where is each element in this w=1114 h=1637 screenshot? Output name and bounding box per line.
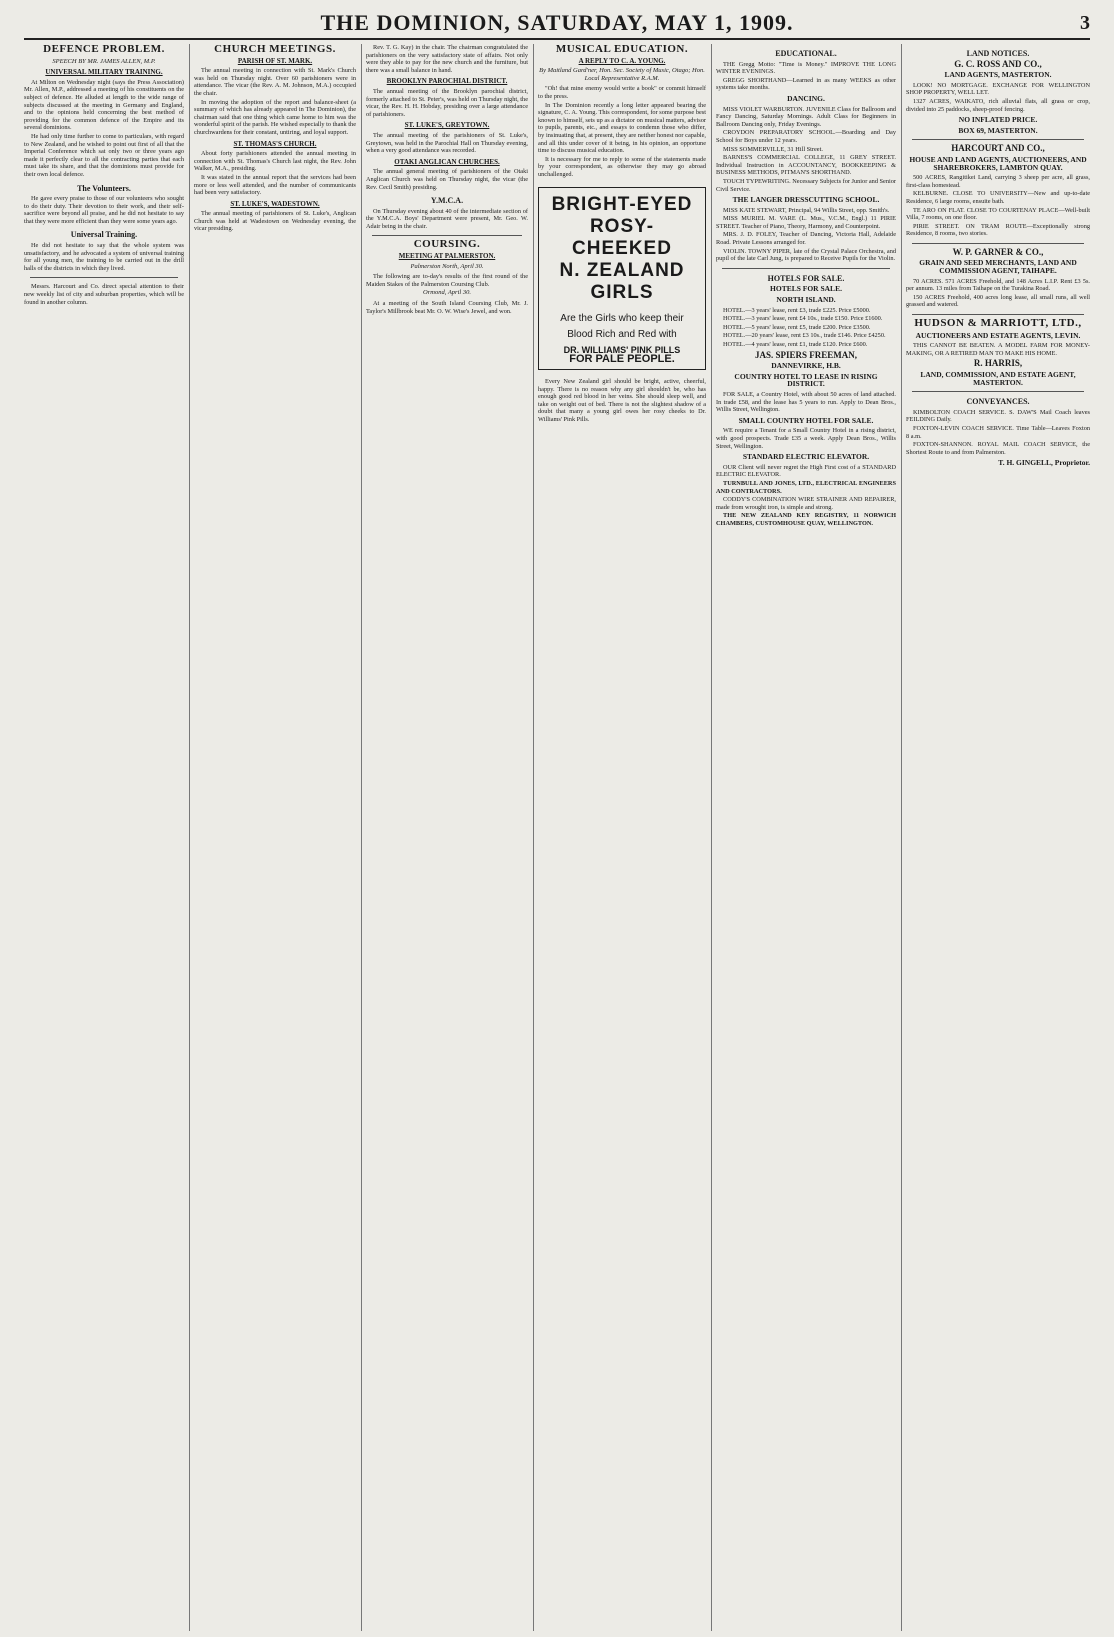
classified-entry: PIRIE STREET. ON TRAM ROUTE—Exceptionally strong Residence, 8 rooms, two stories. <box>906 222 1090 238</box>
section-heading: The Volunteers. <box>77 183 131 193</box>
section-heading: NORTH ISLAND. <box>776 295 836 305</box>
section-heading: DANCING. <box>787 93 825 103</box>
divider <box>372 235 522 236</box>
ad-product-tagline: FOR PALE PEOPLE. <box>569 352 675 365</box>
classified-entry: 1327 ACRES, WAIKATO, rich alluvial flats, all grass or crop, divided into 25 paddocks, sheep-proof fencing. <box>906 97 1090 113</box>
column-land-notices <box>906 44 1090 1631</box>
masthead-title: THE DOMINION, SATURDAY, MAY 1, 1909. <box>320 10 794 35</box>
section-heading: Universal Training. <box>70 230 138 240</box>
classified-entry: MISS MURIEL M. VARE (L. Mus., V.C.M., Engl.) 11 PIRIE STREET. Teacher of Piano, Theory, Harmony, and Counterpoint. <box>716 215 896 230</box>
proprietor-signature: T. H. GINGELL, Proprietor. <box>998 458 1090 468</box>
classified-entry: 150 ACRES Freehold, 400 acres long lease, all small runs, all well grassed and watered. <box>906 293 1090 309</box>
classified-entry: NO INFLATED PRICE. <box>958 115 1038 125</box>
column-defence <box>24 44 184 1631</box>
dateline: Ormond, April 30. <box>423 289 471 297</box>
divider <box>912 139 1084 140</box>
divider <box>912 391 1084 392</box>
paragraph: In moving the adoption of the report and balance-sheet (a summary of which has already appeared in The Dominion), the chairman said that one thing which came home to him was the wonderful spirit of the parish. He wished especially to thank the churchwardens for their constant, untiring, and loyal support. <box>194 98 356 136</box>
classified-entry: GREGG SHORTHAND—Learned in as many WEEKS as other systems take months. <box>716 76 896 92</box>
classified-entry: THE NEW ZEALAND KEY REGISTRY, 11 NORWICH CHAMBERS, CUSTOMHOUSE QUAY, WELLINGTON. <box>716 512 896 527</box>
ad-text: Are the Girls who keep their <box>560 312 684 324</box>
paragraph: He gave every praise to those of our volunteers who sought to do their duty. Their devotion to their work, and their self-sacrifice were beyond all praise, and he did not hesitate to say that they were more efficient than they were some years ago. <box>24 195 184 225</box>
article-title-music: MUSICAL EDUCATION. <box>555 44 689 55</box>
classified-entry: KELBURNE. CLOSE TO UNIVERSITY—New and up-to-date Residence, 6 large rooms, ensuite bath. <box>906 190 1090 205</box>
classified-entry: HOTEL.—4 years' lease, rent £1, trade £120. Price £600. <box>723 341 868 348</box>
classified-entry: MISS VIOLET WARBURTON. JUVENILE Class for Ballroom and Fancy Dancing, Saturday Mornings. Adult Class for Beginners in Ballroom Dancing only, Friday Evenings. <box>716 105 896 128</box>
classified-entry: 70 ACRES. 571 ACRES Freehold, and 148 Acres L.I.P. Rent £3 5s. per annum. 13 miles from Taihape on the Turakina Road. <box>906 277 1090 293</box>
section-heading: BROOKLYN PAROCHIAL DISTRICT. <box>386 77 508 86</box>
agent-name: G. C. ROSS AND CO., <box>954 58 1042 69</box>
paragraph: Every New Zealand girl should be bright, active, cheerful, happy. There is no reason why any girl shouldn't be, who has enough good red blood in her veins. She should sleep well, and take on weight out of bed. There is not the slightest shadow of a doubt that many a young girl owes her rosy cheeks to Dr. Williams' Pink Pills. <box>538 378 706 424</box>
classified-entry: VIOLIN. TOWNY PIPER, late of the Crystal Palace Orchestra, and pupil of the late Carl Jung, is prepared to Receive Pupils for the Violin. <box>716 247 896 263</box>
classified-entry: FOXTON-SHANNON. ROYAL MAIL COACH SERVICE, the Shortest Route to and from Palmerston. <box>906 441 1090 456</box>
classified-entry: CROYDON PREPARATORY SCHOOL.—Boarding and Day School for Boys under 12 years. <box>716 129 896 144</box>
column-rule <box>361 44 362 1631</box>
agent-subtitle: LAND AGENTS, MASTERTON. <box>944 70 1052 80</box>
article-title-coursing: COURSING. <box>413 238 481 251</box>
dateline: Palmerston North, April 30. <box>410 262 484 270</box>
classified-entry: MISS KATE STEWART, Principal, 94 Willis Street, opp. Smith's. <box>723 206 890 214</box>
ad-product: DR. WILLIAMS' PINK PILLS <box>563 344 681 355</box>
section-heading: EDUCATIONAL. <box>775 49 837 58</box>
paragraph: The following are to-day's results of the first round of the Maiden Stakes of the Palmerston Coursing Club. <box>366 273 528 288</box>
page-number: 3 <box>1080 12 1090 34</box>
classified-entry: MISS SOMMERVILLE, 31 Hill Street. <box>723 145 823 153</box>
column-rule <box>533 44 534 1631</box>
section-heading: HOTELS FOR SALE. <box>767 273 845 283</box>
classified-entry: HOTEL.—3 years' lease, rent £3, trade £225. Price £5000. <box>723 306 871 314</box>
classified-entry: TE ARO ON FLAT. CLOSE TO COURTENAY PLACE—Well-built Villa, 7 rooms, on one floor. <box>906 206 1090 222</box>
column-rule <box>711 44 712 1631</box>
agent-name: HUDSON & MARRIOTT, LTD., <box>914 317 1082 330</box>
paragraph: In The Dominion recently a long letter appeared bearing the signature, C. A. Young. This correspondent, for some purpose best known to himself, sets up as a dictator on musical matters, advisor to pupils, parents, etc., and essays to condemn those who differ, by insinuating that, at present, they are neither honest nor capable, and all this under cover of it being, in his opinion, an opportune time to discuss musical education. <box>538 101 706 155</box>
column-rule <box>189 44 190 1631</box>
divider <box>722 268 890 269</box>
section-heading: PARISH OF ST. MARK. <box>237 56 313 65</box>
section-heading: OTAKI ANGLICAN CHURCHES. <box>394 157 500 166</box>
classified-entry: CODDY'S COMBINATION WIRE STRAINER AND REPAIRER, made from wrought iron, is simple and strong. <box>716 496 896 511</box>
paragraph: At Milton on Wednesday night (says the Press Association) Mr. Allen, M.P., addressed a meeting of his constituents on the subject of defence. He alluded at length to the wide range of subjects discussed at the meeting in Germany and England, and to the opinions held concerning the best method of providing for the common defence of the Empire and its several dominions. <box>24 78 184 132</box>
classified-entry: THIS CANNOT BE BEATEN. A MODEL FARM FOR MONEY-MAKING, OR A RETIRED MAN TO MAKE HIS HOME. <box>906 342 1090 357</box>
classified-entry: WE require a Tenant for a Small Country Hotel in a rising district, with good prospects. Trade £35 a week. Apply Dean Bros., Willis Street, Wellington. <box>716 427 896 450</box>
classified-entry: THE Gregg Motto: "Time is Money." IMPROVE THE LONG WINTER EVENINGS. <box>716 60 896 76</box>
column-church-continued <box>366 44 528 1631</box>
column-educational <box>716 44 896 1631</box>
section-heading: ST. THOMAS'S CHURCH. <box>233 139 317 148</box>
paragraph: Messrs. Harcourt and Co. direct special attention to their new weekly list of city and suburban properties, which will be found in another column. <box>24 283 184 306</box>
classified-entry: 500 ACRES, Rangitikei Land, carrying 3 sheep per acre, all grass, first-class homestead. <box>906 174 1090 189</box>
paragraph: It was stated in the annual report that the services had been more or less well attended, and the number of communicants had been very satisfactory. <box>194 173 356 197</box>
paragraph: On Thursday evening about 40 of the intermediate section of the Y.M.C.A. Boys' Department were present, Mr. Geo. W. Adair being in the chair. <box>366 207 528 230</box>
column-church <box>194 44 356 1631</box>
agent-town: DANNEVIRKE, H.B. <box>771 361 841 371</box>
classified-entry: MRS. J. D. FOLEY, Teacher of Dancing, Victoria Hall, Adelaide Road. Private Lessons arranged for. <box>716 231 896 247</box>
paragraph: The annual general meeting of parishioners of the Otaki Anglican Church was held on Thursday night, the vicar (the Rev. Cecil Smith) presiding. <box>366 168 528 191</box>
section-heading: STANDARD ELECTRIC ELEVATOR. <box>742 452 870 462</box>
paragraph: He did not hesitate to say that the whole system was unsatisfactory, and he advocated a system of universal training for all young men, the training to be carried out in the drill halls of the districts in which they lived. <box>24 242 184 272</box>
paragraph: The annual meeting of the Brooklyn parochial district, formerly attached to St. Peter's, was held on Thursday night, the vicar, the Rev. H. H. Hobday, presiding over a large attendance of parishioners. <box>366 87 528 118</box>
agent-subtitle: AUCTIONEERS AND ESTATE AGENTS, LEVIN. <box>915 330 1081 340</box>
agent-subtitle: LAND, COMMISSION, AND ESTATE AGENT, MASTERTON. <box>920 370 1076 387</box>
classified-entry: FOR SALE, a Country Hotel, with about 50 acres of land attached. In trade £58, and the lease has 5 years to run. Apply to Dean Bros., Willis Street, Wellington. <box>716 390 896 414</box>
classified-entry: THE LANGER DRESSCUTTING SCHOOL. <box>732 195 880 205</box>
section-heading: CONVEYANCES. <box>966 397 1030 407</box>
section-heading: MEETING AT PALMERSTON. <box>398 252 496 261</box>
agent-subtitle: HOUSE AND LAND AGENTS, AUCTIONEERS, AND SHAREBROKERS, LAMBTON QUAY. <box>909 154 1087 172</box>
classified-entry: HOTEL.—20 years' lease, rent £3 10s., trade £146. Price £4250. <box>723 332 886 340</box>
ad-headline-line: N. ZEALAND GIRLS <box>559 259 685 303</box>
paragraph: Rev. T. G. Kay) in the chair. The chairman congratulated the parishioners on the very satisfactory state of affairs. Not only were they able to pay for the new church and the furniture, but there was a small balance in hand. <box>366 44 528 74</box>
classified-entry: OUR Client will never regret the High First cost of a STANDARD ELECTRIC ELEVATOR. <box>716 463 896 479</box>
section-heading: A REPLY TO C. A. YOUNG. <box>578 56 666 65</box>
ad-headline-line: BRIGHT-EYED <box>551 193 693 215</box>
section-heading: LAND NOTICES. <box>966 49 1030 58</box>
article-title-defence: DEFENCE PROBLEM. <box>43 44 165 55</box>
classified-entry: TOUCH TYPEWRITING. Necessary Subjects for Junior and Senior Civil Service. <box>716 177 896 193</box>
classified-entry: TURNBULL AND JONES, LTD., ELECTRICAL ENGINEERS AND CONTRACTORS. <box>716 479 896 495</box>
agent-name: HARCOURT AND CO., <box>951 143 1045 154</box>
masthead <box>24 10 1090 40</box>
ad-text: Blood Rich and Red with <box>567 328 677 340</box>
classified-entry: LOOK! NO MORTGAGE. EXCHANGE FOR WELLINGTON SHOP PROPERTY, WELL LET. <box>906 81 1090 97</box>
classified-entry: FOXTON-LEVIN COACH SERVICE. Time Table—Leaves Foxton 8 a.m. <box>906 424 1090 440</box>
section-heading: ST. LUKE'S, GREYTOWN. <box>404 121 490 130</box>
section-heading: SMALL COUNTRY HOTEL FOR SALE. <box>738 415 874 425</box>
paragraph: It is necessary for me to reply to some of the statements made by your correspondent, as otherwise they may go abroad unchallenged. <box>538 155 706 178</box>
paragraph: The annual meeting of parishioners of St. Luke's, Anglican Church was held at Wadestown on Wednesday evening, the vicar presiding. <box>194 210 356 233</box>
section-heading: ST. LUKE'S, WADESTOWN. <box>230 199 320 208</box>
section-heading: UNIVERSAL MILITARY TRAINING. <box>45 68 163 77</box>
classified-entry: BARNES'S COMMERCIAL COLLEGE, 11 GREY STREET. Individual Instruction in ACCOUNTANCY, BOOKKEEPING & BUSINESS METHODS, PITMAN'S SHORTHAND. <box>716 154 896 177</box>
paragraph: The annual meeting in connection with St. Mark's Church was held on Thursday night. Over 60 parishioners were in attendance. The vicar (the Rev. A. M. Johnson, M.A.) occupied the chair. <box>194 67 356 97</box>
byline: By Maitland Gard'ner, Hon. Sec. Society of Music, Otago; Hon. Local Representative R.A.M. <box>539 67 705 82</box>
paragraph: He had only time further to come to particulars, with regard to New Zealand, and he wished to point out first of all that the Imperial Conference which sat only two or three years ago made it perfectly clear to all the contracting parties that each must take its share, and that the dominions must provide for their own local defence. <box>24 132 184 178</box>
paragraph: At a meeting of the South Island Coursing Club, Mr. J. Taylor's Millbrook beat Mr. O. W. Wise's Jewel, and won. <box>366 300 528 315</box>
classified-entry: BOX 69, MASTERTON. <box>958 125 1038 135</box>
column-rule <box>901 44 902 1631</box>
divider <box>912 243 1084 244</box>
agent-name: JAS. SPIERS FREEMAN, <box>754 349 857 360</box>
agent-name: W. P. GARNER & CO., <box>952 246 1044 257</box>
divider <box>912 314 1084 315</box>
paragraph: About forty parishioners attended the annual meeting in connection with St. Thomas's Church last night, the Rev. John Walker, M.A., presiding. <box>194 150 356 173</box>
agent-name: R. HARRIS, <box>973 358 1023 369</box>
article-subtitle: SPEECH BY MR. JAMES ALLEN, M.P. <box>52 57 156 65</box>
pink-pills-advertisement <box>538 187 706 371</box>
column-music <box>538 44 706 1631</box>
section-heading: HOTELS FOR SALE. <box>770 284 842 294</box>
classified-entry: KIMBOLTON COACH SERVICE. S. DAW'S Mail Coach leaves FEILDING Daily. <box>906 408 1090 424</box>
classified-entry: HOTEL.—5 years' lease, rent £5, trade £200. Price £3500. <box>723 323 871 331</box>
section-heading: Y.M.C.A. <box>430 196 464 206</box>
paragraph: "Oh! that mine enemy would write a book" or commit himself to the press. <box>538 85 706 100</box>
paragraph: The annual meeting of the parishioners of St. Luke's, Greytown, was held in the Parochial Hall on Thursday evening, when a very good attendance was recorded. <box>366 131 528 155</box>
article-title-church: CHURCH MEETINGS. <box>214 44 336 55</box>
classified-entry: HOTEL.—3 years' lease, rent £4 10s., trade £150. Price £1600. <box>723 315 883 323</box>
agent-subtitle: GRAIN AND SEED MERCHANTS, LAND AND COMMISSION AGENT, TAIHAPE. <box>919 258 1077 276</box>
section-heading: COUNTRY HOTEL TO LEASE IN RISING DISTRICT. <box>734 371 878 389</box>
ad-headline-line: ROSY-CHEEKED <box>572 215 672 259</box>
divider <box>30 277 178 278</box>
